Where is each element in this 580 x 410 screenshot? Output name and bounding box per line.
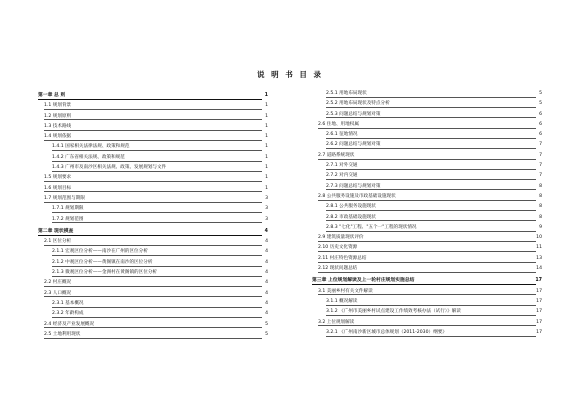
toc-page-number: 7 bbox=[539, 163, 542, 169]
toc-entry-text: 2.6.2 问题总结与规划对策 bbox=[326, 142, 381, 148]
toc-entry bbox=[38, 142, 268, 152]
toc-leader-line bbox=[326, 231, 536, 232]
toc-leader-line bbox=[326, 169, 536, 170]
toc-page-number: 5 bbox=[265, 321, 268, 327]
toc-page-number: 5 bbox=[539, 101, 542, 107]
toc-page-number: 1 bbox=[264, 93, 268, 98]
toc-page-number: 17 bbox=[536, 329, 542, 335]
toc-entry bbox=[312, 213, 542, 223]
toc-leader-line bbox=[44, 191, 262, 192]
toc-entry bbox=[38, 330, 268, 340]
toc-entry-text: 第三章 上位规划解读及上一轮村庄规划实施总结 bbox=[312, 278, 415, 284]
toc-entry bbox=[312, 192, 542, 202]
toc-leader-line bbox=[52, 222, 262, 223]
toc-page-number: 1 bbox=[265, 113, 268, 119]
toc-entry-text: 1.7.1 规划期限 bbox=[52, 206, 84, 212]
toc-page-number: 3 bbox=[265, 195, 268, 201]
toc-leader-line bbox=[44, 181, 262, 182]
toc-leader-line bbox=[326, 189, 536, 190]
toc-page-number: 6 bbox=[539, 121, 542, 127]
toc-entry-text: 3.1 美丽乡村有关文件解读 bbox=[318, 288, 373, 294]
toc-leader-line bbox=[52, 276, 262, 277]
toc-entry bbox=[312, 182, 542, 192]
toc-page-number: 4 bbox=[264, 228, 268, 234]
toc-leader-line bbox=[326, 107, 536, 108]
toc-chapter-entry bbox=[312, 276, 542, 286]
toc-entry bbox=[312, 264, 542, 274]
toc-page-number: 1 bbox=[265, 134, 268, 140]
toc-entry-text: 2.9 建筑质量现状评价 bbox=[318, 235, 364, 241]
toc-page-number: 7 bbox=[539, 173, 542, 179]
toc-entry bbox=[38, 112, 268, 122]
toc-page-number: 6 bbox=[539, 132, 542, 138]
toc-leader-line bbox=[326, 210, 536, 211]
toc-leader-line bbox=[318, 262, 536, 263]
toc-entry bbox=[312, 297, 542, 307]
toc-entry-text: 1.1 规划背景 bbox=[44, 103, 72, 109]
toc-entry bbox=[312, 202, 542, 212]
toc-leader-line bbox=[326, 148, 536, 149]
toc-page-number: 8 bbox=[539, 193, 542, 199]
toc-entry bbox=[312, 99, 542, 109]
toc-entry-text: 1.4.2 广东省相关法规、政策和规范 bbox=[52, 154, 125, 160]
toc-page-number: 1 bbox=[265, 144, 268, 150]
toc-page-number: 4 bbox=[265, 280, 268, 286]
toc-leader-line bbox=[326, 305, 536, 306]
toc-leader-line bbox=[44, 296, 262, 297]
toc-entry-text: 2.1.1 宏观区位分析——南沙在广州的区位分析 bbox=[52, 249, 148, 255]
toc-leader-line bbox=[52, 307, 262, 308]
toc-right-column bbox=[312, 89, 542, 338]
toc-entry bbox=[38, 153, 268, 163]
toc-page-number: 9 bbox=[539, 224, 542, 230]
toc-entry-text: 2.4 经济及产业发展概况 bbox=[44, 321, 95, 327]
toc-entry-text: 1.4 规划依据 bbox=[44, 134, 72, 140]
toc-leader-line bbox=[326, 97, 536, 98]
toc-leader-line bbox=[52, 317, 262, 318]
toc-leader-line bbox=[44, 202, 262, 203]
toc-entry-text: 3.1.1 概况解读 bbox=[326, 298, 358, 304]
toc-entry bbox=[312, 223, 542, 233]
toc-entry bbox=[38, 194, 268, 204]
toc-entry-text: 2.7.2 对内交通 bbox=[326, 173, 358, 179]
toc-leader-line bbox=[52, 161, 262, 162]
toc-page-number: 4 bbox=[265, 311, 268, 317]
toc-entry-text: 2.7.1 对外交通 bbox=[326, 163, 358, 169]
toc-page-number: 7 bbox=[539, 152, 542, 158]
toc-leader-line bbox=[326, 138, 536, 139]
toc-leader-line bbox=[318, 325, 536, 326]
toc-entry bbox=[312, 307, 542, 317]
toc-entry-text: 1.7 规划范围与期限 bbox=[44, 195, 85, 201]
toc-entry bbox=[38, 122, 268, 132]
toc-entry-text: 2.8.3 "七化"工程、"五个一"工程的现状情况 bbox=[326, 224, 417, 230]
toc-entry-text: 1.4.1 国家相关法律法规、政策和规范 bbox=[52, 144, 130, 150]
toc-leader-line bbox=[52, 212, 262, 213]
toc-entry bbox=[38, 184, 268, 194]
toc-leader-line bbox=[52, 150, 262, 151]
toc-page-number: 1 bbox=[265, 154, 268, 160]
toc-entry bbox=[38, 258, 268, 268]
toc-page-number: 4 bbox=[265, 259, 268, 265]
toc-leader-line bbox=[326, 336, 536, 337]
toc-entry bbox=[38, 173, 268, 183]
toc-page-number: 10 bbox=[536, 235, 542, 241]
toc-entry-text: 2.8 公共服务设施及市政基础设施现状 bbox=[318, 193, 396, 199]
toc-page-number: 6 bbox=[539, 111, 542, 117]
toc-entry-text: 2.1.3 微观区位分析——金洲村在黄阁镇的区位分析 bbox=[52, 270, 158, 276]
toc-page-number: 3 bbox=[265, 216, 268, 222]
toc-title: 说 明 书 目 录 bbox=[257, 70, 323, 79]
toc-page-number: 1 bbox=[265, 165, 268, 171]
toc-leader-line bbox=[44, 140, 262, 141]
toc-entry-text: 3.2.1 《广州南沙新区城市总体规划（2011-2030）纲要》 bbox=[326, 329, 447, 335]
toc-leader-line bbox=[326, 179, 536, 180]
toc-leader-line bbox=[326, 117, 536, 118]
toc-page-number: 4 bbox=[265, 270, 268, 276]
toc-entry-text: 第二章 现状摸查 bbox=[38, 228, 74, 234]
toc-page-number: 1 bbox=[265, 103, 268, 109]
toc-page-number: 1 bbox=[265, 123, 268, 129]
toc-entry-text: 2.3.2 年龄构成 bbox=[52, 311, 84, 317]
toc-entry-text: 2.11 村庄特色资源总结 bbox=[318, 255, 367, 261]
toc-page-number: 8 bbox=[539, 183, 542, 189]
toc-leader-line bbox=[326, 315, 536, 316]
toc-entry-text: 2.6.1 征地情况 bbox=[326, 132, 358, 138]
toc-entry bbox=[38, 132, 268, 142]
toc-leader-line bbox=[38, 235, 262, 236]
toc-left-column bbox=[38, 89, 268, 340]
toc-page-number: 4 bbox=[265, 249, 268, 255]
toc-page-number: 7 bbox=[539, 142, 542, 148]
toc-entry bbox=[312, 110, 542, 120]
toc-page-number: 17 bbox=[536, 288, 542, 294]
toc-entry bbox=[312, 287, 542, 297]
toc-entry bbox=[38, 278, 268, 288]
toc-entry bbox=[38, 215, 268, 225]
toc-entry bbox=[312, 151, 542, 161]
toc-page-number: 1 bbox=[265, 185, 268, 191]
toc-entry bbox=[38, 237, 268, 247]
toc-leader-line bbox=[44, 338, 262, 339]
toc-page-number: 17 bbox=[535, 278, 542, 284]
toc-entry-text: 1.3 技术路线 bbox=[44, 123, 72, 129]
toc-leader-line bbox=[318, 294, 536, 295]
toc-page-number: 5 bbox=[265, 331, 268, 337]
toc-leader-line bbox=[44, 327, 262, 328]
toc-page-number: 5 bbox=[539, 91, 542, 96]
toc-entry-text: 2.10 历史文化资源 bbox=[318, 245, 358, 251]
toc-page-number: 11 bbox=[536, 245, 542, 251]
toc-entry bbox=[38, 204, 268, 214]
toc-entry bbox=[312, 243, 542, 253]
toc-entry bbox=[38, 309, 268, 319]
toc-leader-line bbox=[318, 272, 536, 273]
toc-entry-text: 1.4.3 广州市及南沙区相关法规、政策、发展规划与文件 bbox=[52, 165, 167, 171]
toc-entry bbox=[38, 163, 268, 173]
toc-entry bbox=[312, 233, 542, 243]
toc-entry bbox=[312, 89, 542, 99]
toc-page-number: 13 bbox=[536, 255, 542, 261]
toc-entry bbox=[312, 254, 542, 264]
toc-page-number: 1 bbox=[265, 175, 268, 181]
toc-leader-line bbox=[318, 251, 536, 252]
toc-page-number: 17 bbox=[536, 319, 542, 325]
toc-entry bbox=[312, 318, 542, 328]
toc-page-number: 8 bbox=[539, 204, 542, 210]
toc-leader-line bbox=[52, 171, 262, 172]
toc-leader-line bbox=[318, 200, 536, 201]
toc-leader-line bbox=[318, 128, 536, 129]
toc-entry bbox=[312, 328, 542, 338]
toc-entry-text: 2.8.1 公共服务设施现状 bbox=[326, 204, 376, 210]
toc-entry-text: 2.2 村庄概况 bbox=[44, 280, 72, 286]
toc-entry bbox=[38, 268, 268, 278]
toc-entry-text: 2.5.3 问题总结与规划对策 bbox=[326, 111, 381, 117]
toc-leader-line bbox=[312, 284, 536, 285]
toc-leader-line bbox=[326, 220, 536, 221]
toc-page-number: 4 bbox=[265, 290, 268, 296]
toc-entry bbox=[38, 299, 268, 309]
toc-entry bbox=[312, 140, 542, 150]
toc-leader-line bbox=[44, 109, 262, 110]
toc-entry-text: 1.7.2 规划范围 bbox=[52, 216, 84, 222]
toc-entry-text: 2.3 人口概况 bbox=[44, 290, 72, 296]
toc-leader-line bbox=[318, 159, 536, 160]
toc-leader-line bbox=[44, 286, 262, 287]
toc-entry-text: 2.5.2 用地布局现状及特点分析 bbox=[326, 101, 390, 107]
toc-leader-line bbox=[44, 245, 262, 246]
toc-entry-text: 2.7 道路系统现状 bbox=[318, 152, 355, 158]
toc-entry bbox=[38, 101, 268, 111]
toc-leader-line bbox=[52, 255, 262, 256]
toc-entry bbox=[38, 247, 268, 257]
toc-entry-text: 2.5 土地利用现状 bbox=[44, 331, 81, 337]
toc-entry-text: 2.6 住地、用地权属 bbox=[318, 121, 359, 127]
toc-entry bbox=[312, 130, 542, 140]
toc-leader-line bbox=[52, 266, 262, 267]
toc-page-number: 17 bbox=[536, 298, 542, 304]
toc-entry-text: 1.2 规划原则 bbox=[44, 113, 72, 119]
toc-entry bbox=[38, 289, 268, 299]
toc-page-number: 4 bbox=[265, 300, 268, 306]
toc-entry-text: 2.1 区位分析 bbox=[44, 239, 72, 245]
toc-entry-text: 2.1.2 中观区位分析——黄阁镇在南沙的区位分析 bbox=[52, 259, 153, 265]
toc-chapter-entry bbox=[38, 227, 268, 237]
toc-page-number: 14 bbox=[536, 266, 542, 272]
toc-entry-text: 2.12 现状问题总结 bbox=[318, 266, 358, 272]
toc-leader-line bbox=[44, 119, 262, 120]
toc-page-number: 8 bbox=[539, 214, 542, 220]
toc-entry-text: 3.1.2 《广州市美丽乡村试点建设工作绩效考核办法（试行）》解读 bbox=[326, 309, 461, 315]
toc-leader-line bbox=[38, 99, 262, 100]
toc-leader-line bbox=[318, 241, 536, 242]
toc-entry-text: 2.5.1 用地布局现状 bbox=[326, 91, 367, 96]
toc-entry-text: 1.5 规划要求 bbox=[44, 175, 72, 181]
toc-entry bbox=[38, 320, 268, 330]
toc-entry-text: 2.8.2 市政基础设施现状 bbox=[326, 214, 376, 220]
toc-entry bbox=[312, 171, 542, 181]
toc-entry bbox=[312, 120, 542, 130]
toc-entry-text: 第一章 总 则 bbox=[38, 93, 66, 98]
toc-page-number: 4 bbox=[265, 239, 268, 245]
toc-page-number: 17 bbox=[536, 309, 542, 315]
toc-entry bbox=[312, 161, 542, 171]
toc-entry-text: 3.2 上位规划解读 bbox=[318, 319, 355, 325]
toc-leader-line bbox=[44, 130, 262, 131]
toc-entry-text: 2.7.3 问题总结与规划对策 bbox=[326, 183, 381, 189]
toc-entry-text: 1.6 规划目标 bbox=[44, 185, 72, 191]
toc-page-number: 3 bbox=[265, 206, 268, 212]
toc-entry-text: 2.3.1 基本概况 bbox=[52, 300, 84, 306]
toc-chapter-entry bbox=[38, 91, 268, 101]
